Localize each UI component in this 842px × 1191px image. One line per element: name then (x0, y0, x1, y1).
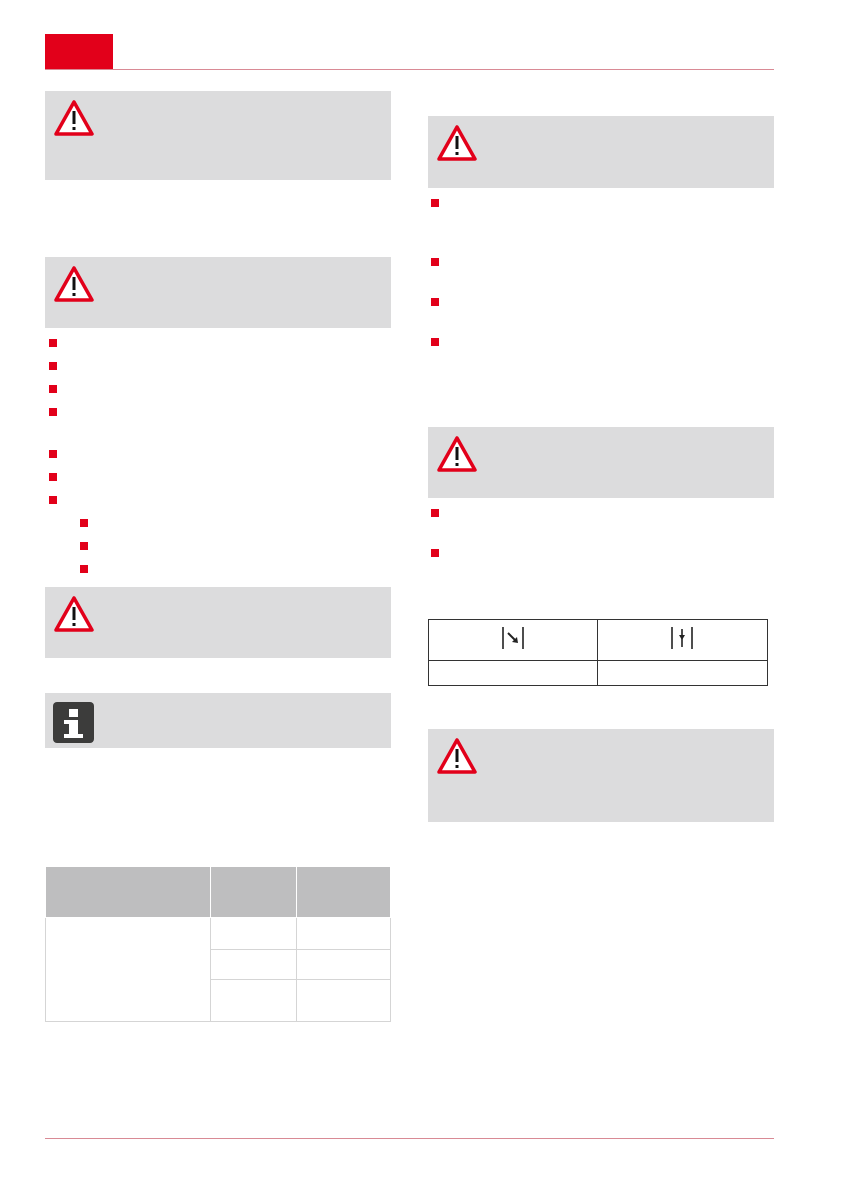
warning-triangle-icon (436, 737, 478, 775)
info-icon (53, 702, 94, 743)
table-cell (211, 950, 297, 980)
warning-box-4 (428, 116, 774, 188)
bullet (49, 450, 57, 458)
table-cell (597, 661, 768, 686)
warning-box-6 (428, 729, 774, 822)
table-cell (429, 661, 598, 686)
header-rule (45, 69, 774, 70)
header-tab (45, 34, 113, 69)
sub-bullet (80, 519, 88, 527)
table-header-cell (46, 867, 211, 918)
warning-box-1 (45, 91, 391, 180)
sub-bullet (80, 542, 88, 550)
warning-triangle-icon (436, 124, 478, 162)
table-cell (297, 918, 391, 950)
warning-box-3 (45, 587, 391, 658)
table-header-row (46, 867, 391, 918)
bullet (49, 339, 57, 347)
warning-triangle-icon (53, 265, 95, 303)
bullet (431, 298, 439, 306)
table-cell (297, 950, 391, 980)
bullet (431, 549, 439, 557)
switch-straight-icon (668, 625, 696, 651)
table-header-cell (211, 867, 297, 918)
table-row (429, 620, 768, 661)
warning-box-5 (428, 427, 774, 498)
bullet (49, 408, 57, 416)
bullet (431, 199, 439, 207)
spec-table (45, 866, 391, 1022)
warning-triangle-icon (53, 99, 95, 137)
table-row (429, 661, 768, 686)
warning-triangle-icon (436, 435, 478, 473)
footer-rule (45, 1138, 774, 1139)
warning-triangle-icon (53, 595, 95, 633)
bullet (431, 338, 439, 346)
switch-angled-icon (499, 625, 527, 651)
sub-bullet (80, 565, 88, 573)
table-cell (597, 620, 768, 661)
table-cell (211, 918, 297, 950)
symbol-table (428, 619, 768, 686)
bullet (49, 385, 57, 393)
bullet (49, 496, 57, 504)
bullet (431, 258, 439, 266)
bullet (49, 362, 57, 370)
bullet (49, 473, 57, 481)
warning-box-2 (45, 257, 391, 328)
table-cell (211, 980, 297, 1022)
table-cell (429, 620, 598, 661)
table-cell (297, 980, 391, 1022)
table-header-cell (297, 867, 391, 918)
table-row (46, 918, 391, 950)
bullet (431, 509, 439, 517)
table-cell (46, 918, 211, 1022)
info-box (45, 693, 391, 748)
